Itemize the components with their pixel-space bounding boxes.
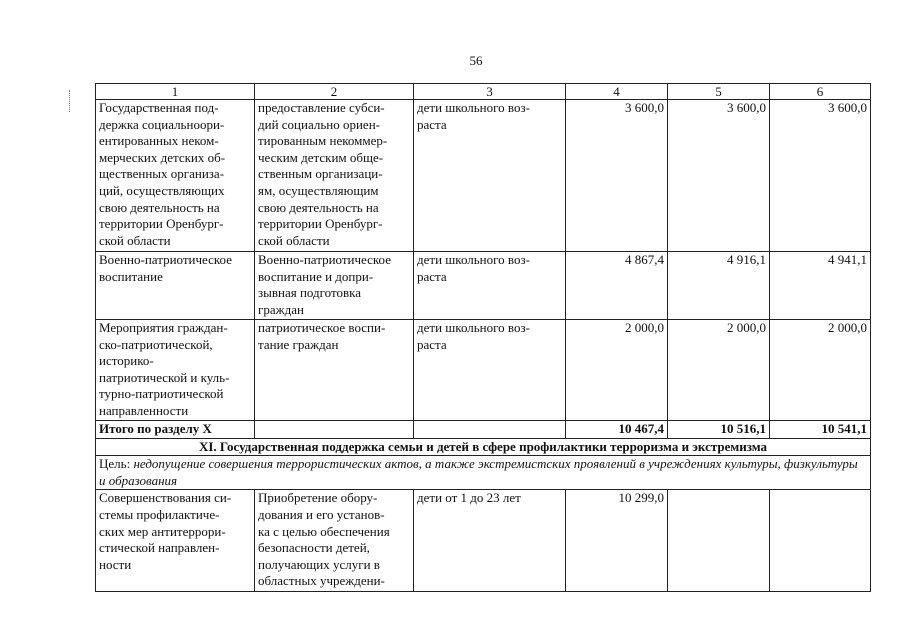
measure-name: Мероприятия граждан- ско-патриотической, историко- патриотической и куль- турно-патриотической направленности: [96, 320, 255, 421]
total-year-3: 10 541,1: [770, 421, 871, 439]
budget-table: [95, 83, 871, 592]
total-year-2: 10 516,1: [668, 421, 770, 439]
measure-description: Приобретение обору- дования и его установ- ка с целью обеспечения безопасности детей, получающих услуги в областных учреждени-: [255, 490, 414, 592]
column-header: 6: [770, 84, 871, 100]
measure-description: патриотическое воспи- тание граждан: [255, 320, 414, 421]
table-row: [96, 320, 871, 421]
column-header: 1: [96, 84, 255, 100]
target-group: дети от 1 до 23 лет: [414, 490, 566, 592]
table-row: [96, 490, 871, 592]
amount-year-3: 3 600,0: [770, 100, 871, 252]
amount-year-3: [770, 490, 871, 592]
measure-name: Совершенствования си- стемы профилактиче- ских мер антитеррори- стической направлен- ности: [96, 490, 255, 592]
amount-year-3: 4 941,1: [770, 252, 871, 320]
amount-year-1: 10 299,0: [566, 490, 668, 592]
measure-name: Военно-патриотическое воспитание: [96, 252, 255, 320]
goal-cell: [96, 456, 871, 490]
column-header: 5: [668, 84, 770, 100]
target-group: дети школьного воз- раста: [414, 252, 566, 320]
target-group: дети школьного воз- раста: [414, 100, 566, 252]
total-year-1: 10 467,4: [566, 421, 668, 439]
amount-year-2: [668, 490, 770, 592]
total-row: [96, 421, 871, 439]
amount-year-2: 3 600,0: [668, 100, 770, 252]
amount-year-3: 2 000,0: [770, 320, 871, 421]
section-title: XI. Государственная поддержка семьи и детей в сфере профилактики терроризма и экстремизма: [96, 438, 871, 456]
measure-description: предоставление субси- дий социально ориен- тированным некоммер- ческим детским обще- ственным организаци- ям, осуществляющим свою деятельность на территории Оренбург- ской области: [255, 100, 414, 252]
table-row: [96, 252, 871, 320]
goal-row: [96, 456, 871, 490]
goal-text: недопущение совершения террористических актов, а также экстремистских проявлений в учреждениях культуры, физкультуры и образования: [99, 456, 858, 488]
amount-year-2: 2 000,0: [668, 320, 770, 421]
amount-year-1: 3 600,0: [566, 100, 668, 252]
page-number: 56: [469, 53, 483, 68]
table-row: [96, 100, 871, 252]
empty-cell: [255, 421, 414, 439]
target-group: дети школьного воз- раста: [414, 320, 566, 421]
total-label: Итого по разделу X: [96, 421, 255, 439]
measure-description: Военно-патриотическое воспитание и допри- зывная подготовка граждан: [255, 252, 414, 320]
section-title-row: [96, 438, 871, 456]
amount-year-2: 4 916,1: [668, 252, 770, 320]
margin-mark: [69, 90, 72, 112]
column-header: 3: [414, 84, 566, 100]
goal-prefix: Цель:: [99, 456, 134, 472]
amount-year-1: 2 000,0: [566, 320, 668, 421]
measure-name: Государственная под- держка социальноори- ентированных неком- мерческих детских об- щественных организа- ций, осуществляющих свою деятельность на территории Оренбург- ской области: [96, 100, 255, 252]
empty-cell: [414, 421, 566, 439]
column-header: 4: [566, 84, 668, 100]
column-header: 2: [255, 84, 414, 100]
column-number-row: [96, 84, 871, 100]
amount-year-1: 4 867,4: [566, 252, 668, 320]
